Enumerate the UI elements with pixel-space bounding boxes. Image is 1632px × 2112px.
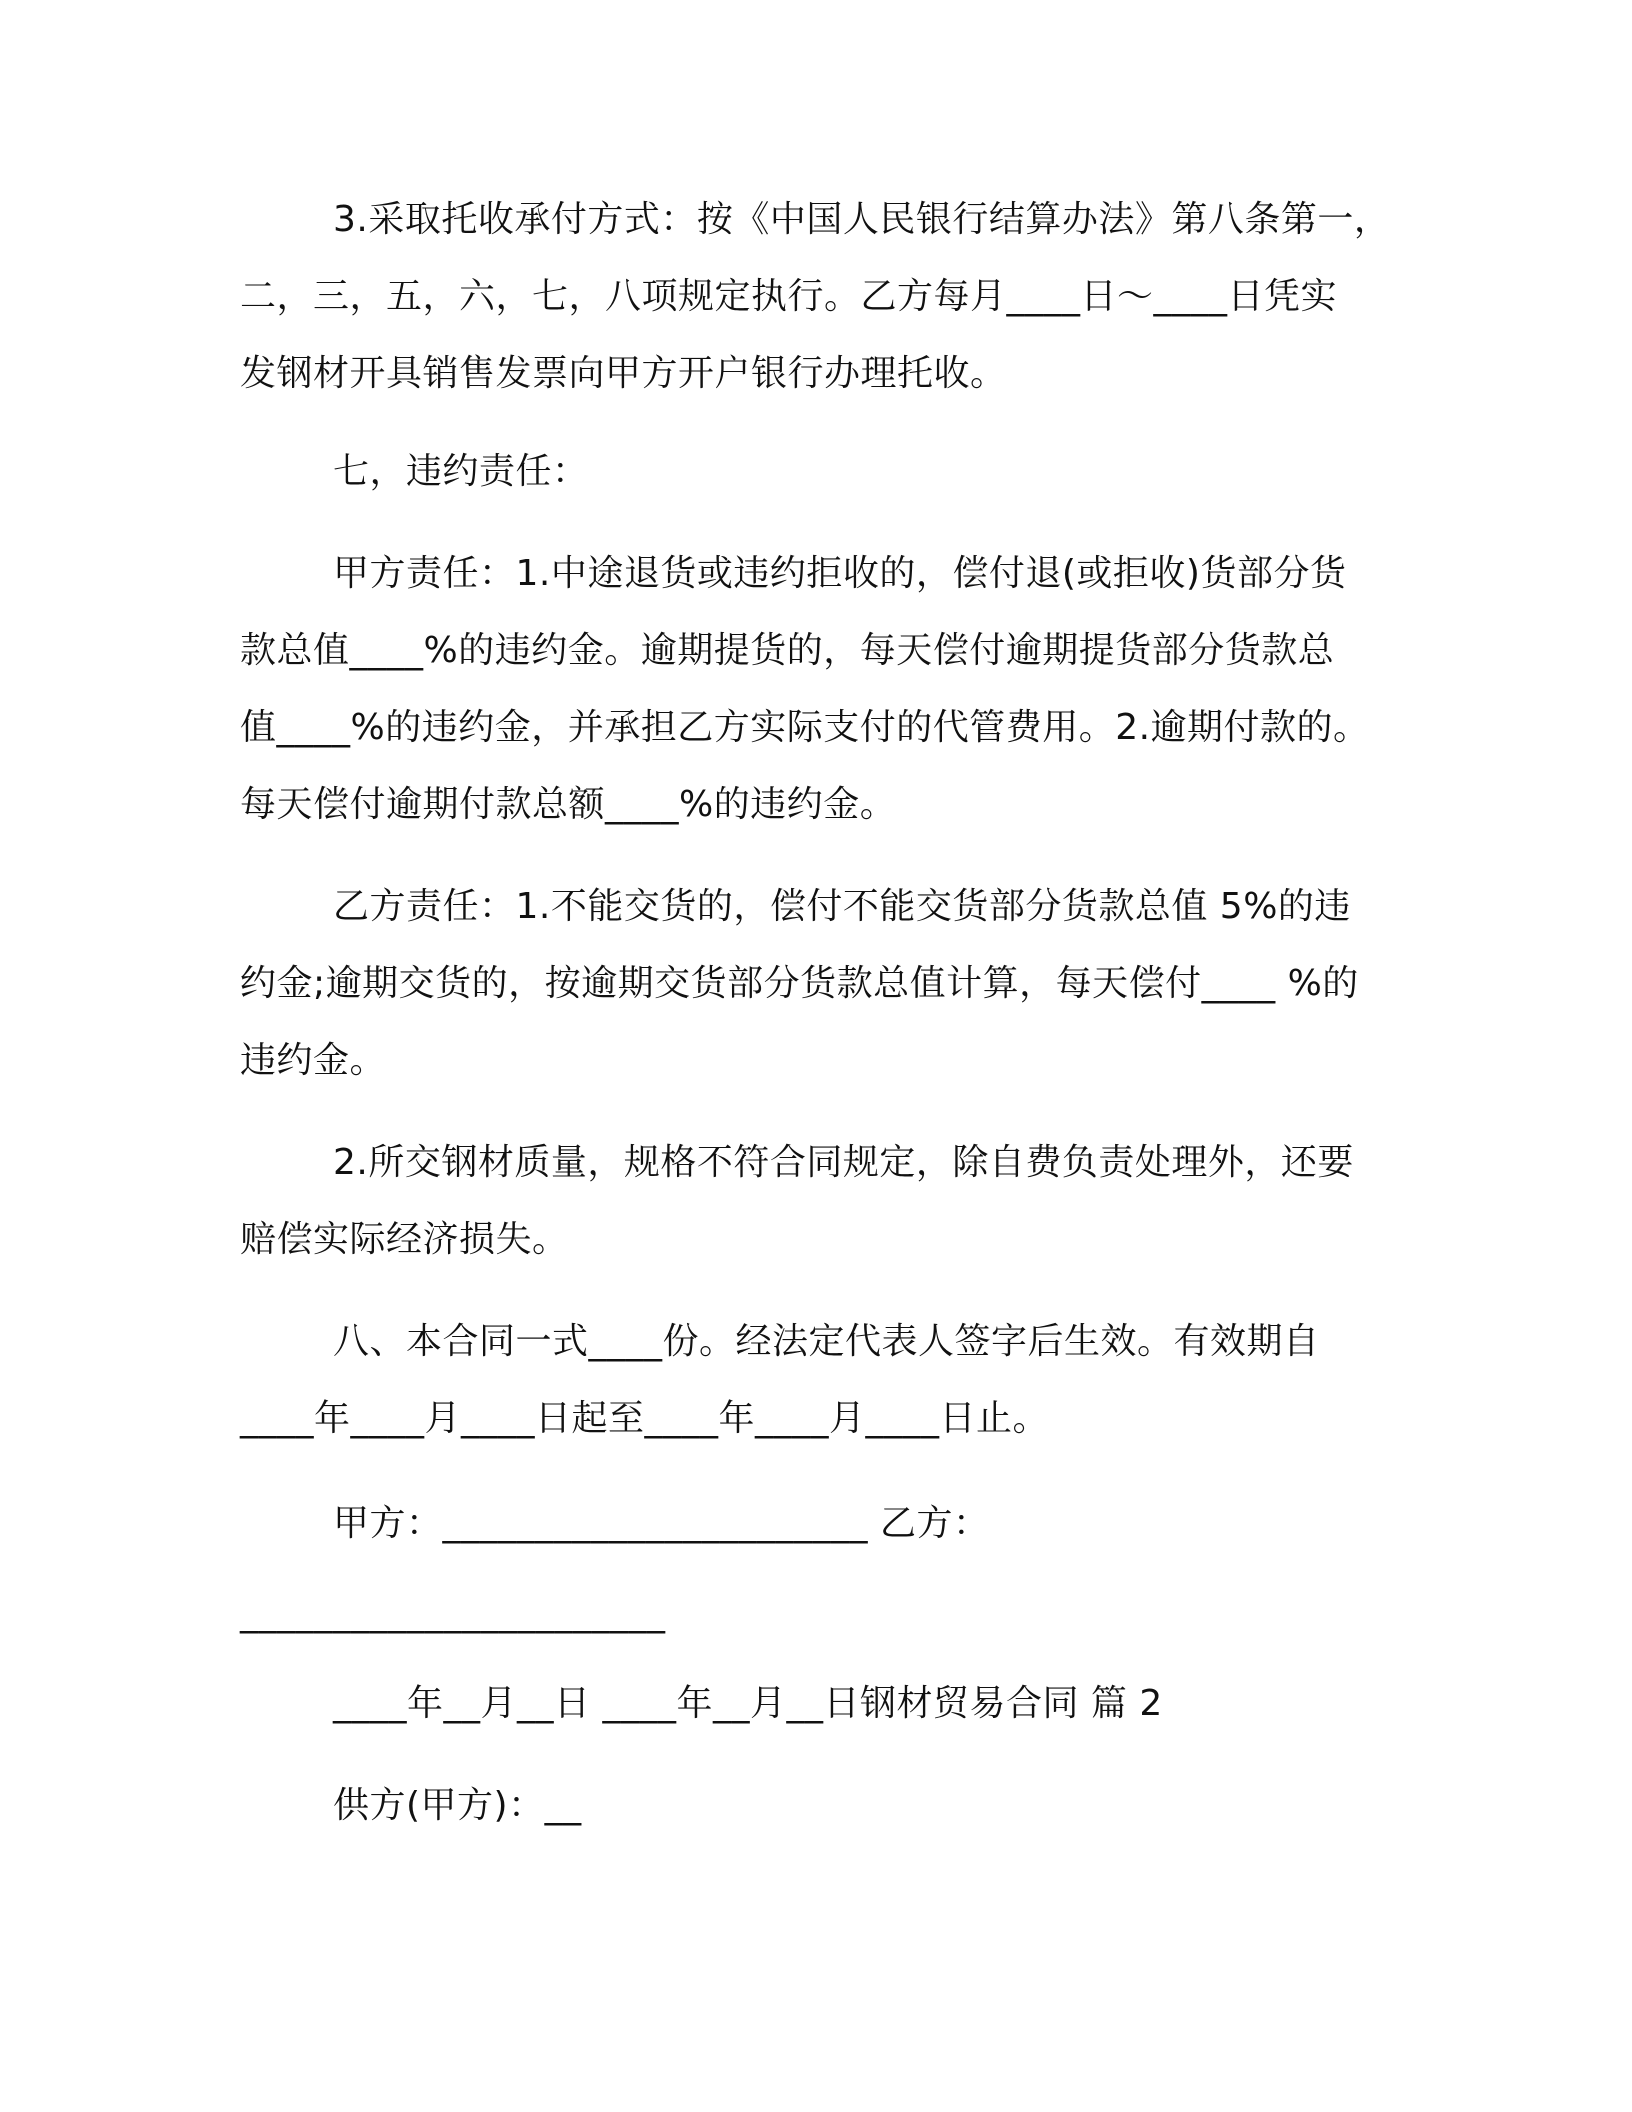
paragraph-line: 约金;逾期交货的，按逾期交货部分货款总值计算，每天偿付____ %的 <box>240 963 1359 1004</box>
paragraph-line: 每天偿付逾期付款总额____%的违约金。 <box>240 784 897 825</box>
section-heading: 七，违约责任： <box>333 451 589 492</box>
paragraph-line: 二，三，五，六，七，八项规定执行。乙方每月____日～____日凭实 <box>240 276 1338 317</box>
paragraph-line: 乙方责任：1.不能交货的，偿付不能交货部分货款总值 5%的违 <box>333 886 1351 927</box>
date-title-line: ____年__月__日 ____年__月__日钢材贸易合同 篇 2 <box>333 1683 1163 1724</box>
paragraph-line: 甲方责任：1.中途退货或违约拒收的，偿付退(或拒收)货部分货 <box>333 553 1347 594</box>
paragraph-line: 款总值____%的违约金。逾期提货的，每天偿付逾期提货部分货款总 <box>240 630 1335 671</box>
paragraph-line: 八、本合同一式____份。经法定代表人签字后生效。有效期自 <box>333 1321 1320 1362</box>
paragraph-line: 发钢材开具销售发票向甲方开户银行办理托收。 <box>240 353 1007 394</box>
signature-line: 甲方：_______________________ 乙方： <box>333 1503 990 1544</box>
paragraph-line: ____年____月____日起至____年____月____日止。 <box>240 1398 1050 1439</box>
paragraph-line: 值____%的违约金，并承担乙方实际支付的代管费用。2.逾期付款的。 <box>240 707 1370 748</box>
supplier-line: 供方(甲方)：__ <box>333 1785 582 1826</box>
signature-blank: _______________________ <box>240 1593 666 1634</box>
paragraph-line: 赔偿实际经济损失。 <box>240 1219 569 1260</box>
paragraph-line: 3.采取托收承付方式：按《中国人民银行结算办法》第八条第一， <box>333 199 1391 240</box>
paragraph-line: 2.所交钢材质量，规格不符合同规定，除自费负责处理外，还要 <box>333 1142 1354 1183</box>
paragraph-line: 违约金。 <box>240 1040 387 1081</box>
